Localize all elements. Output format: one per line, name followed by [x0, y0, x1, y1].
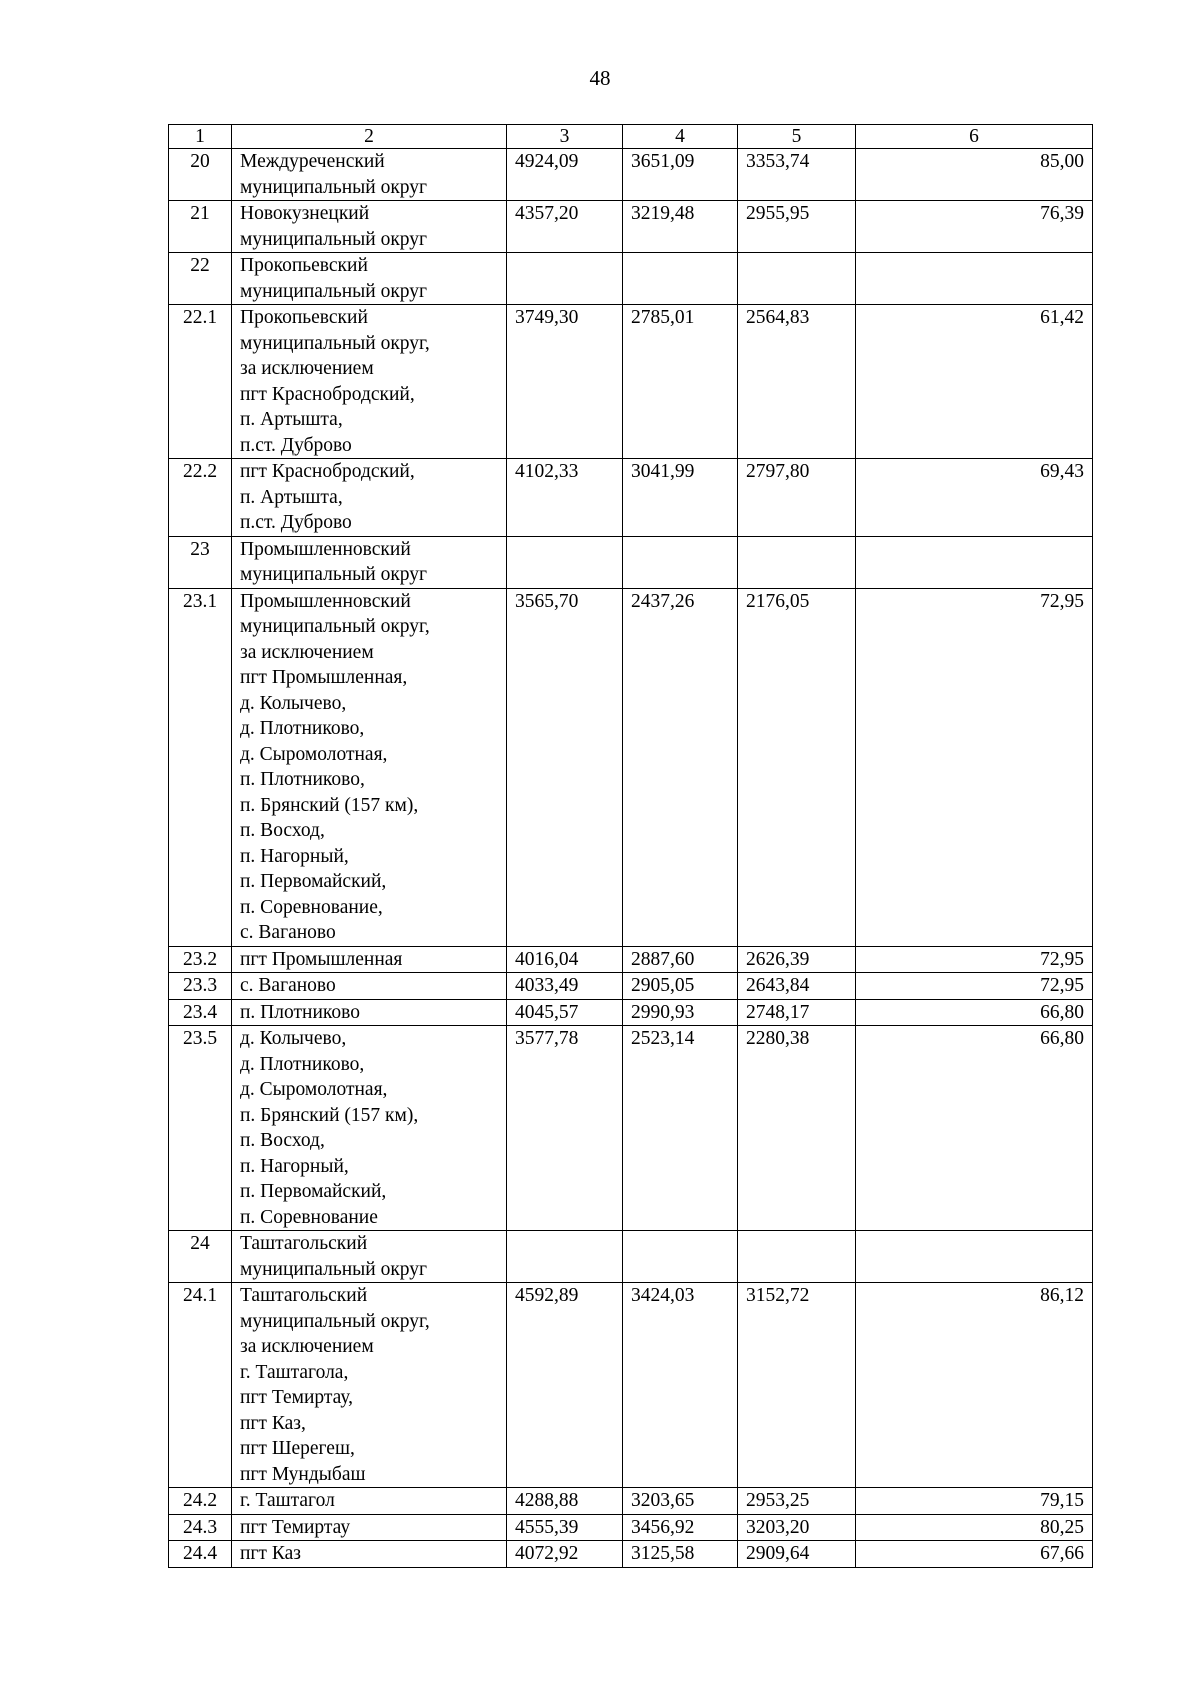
value-col-3: 4555,39 — [507, 1514, 623, 1541]
row-number: 24.4 — [169, 1541, 232, 1568]
value-col-6: 86,12 — [856, 1283, 1093, 1488]
territory-name: Таштагольский муниципальный округ, за исключением г. Таштагола, пгт Темиртау, пгт Каз, пгт Шерегеш, пгт Мундыбаш — [232, 1283, 507, 1488]
value-col-6: 67,66 — [856, 1541, 1093, 1568]
table-row — [169, 253, 1093, 305]
table-row — [169, 201, 1093, 253]
value-col-4: 2990,93 — [623, 999, 738, 1026]
column-header-6: 6 — [856, 125, 1093, 149]
row-number: 24 — [169, 1231, 232, 1283]
value-col-5 — [738, 536, 856, 588]
table-row — [169, 1231, 1093, 1283]
territory-name: Прокопьевский муниципальный округ, за исключением пгт Краснобродский, п. Артышта, п.ст. Дуброво — [232, 305, 507, 459]
column-header-5: 5 — [738, 125, 856, 149]
value-col-4 — [623, 1231, 738, 1283]
row-number: 20 — [169, 149, 232, 201]
value-col-4: 3203,65 — [623, 1488, 738, 1515]
header-row — [169, 125, 1093, 149]
row-number: 23.2 — [169, 946, 232, 973]
territory-name: пгт Промышленная — [232, 946, 507, 973]
value-col-3 — [507, 1231, 623, 1283]
table-row — [169, 1026, 1093, 1231]
table-row — [169, 946, 1093, 973]
column-header-3: 3 — [507, 125, 623, 149]
value-col-4: 2887,60 — [623, 946, 738, 973]
value-col-6: 72,95 — [856, 946, 1093, 973]
value-col-3: 4924,09 — [507, 149, 623, 201]
value-col-5: 2564,83 — [738, 305, 856, 459]
territory-name: пгт Краснобродский, п. Артышта, п.ст. Дуброво — [232, 459, 507, 537]
value-col-6 — [856, 536, 1093, 588]
row-number: 24.1 — [169, 1283, 232, 1488]
value-col-3: 4288,88 — [507, 1488, 623, 1515]
table-row — [169, 1283, 1093, 1488]
value-col-5: 2797,80 — [738, 459, 856, 537]
value-col-5: 2280,38 — [738, 1026, 856, 1231]
value-col-3: 4033,49 — [507, 973, 623, 1000]
value-col-4 — [623, 253, 738, 305]
table-row — [169, 1541, 1093, 1568]
value-col-6: 79,15 — [856, 1488, 1093, 1515]
value-col-4: 2785,01 — [623, 305, 738, 459]
value-col-5 — [738, 253, 856, 305]
value-col-4: 3651,09 — [623, 149, 738, 201]
value-col-3: 3577,78 — [507, 1026, 623, 1231]
value-col-6: 61,42 — [856, 305, 1093, 459]
value-col-3: 4016,04 — [507, 946, 623, 973]
value-col-5: 3203,20 — [738, 1514, 856, 1541]
territory-name: д. Колычево, д. Плотниково, д. Сыромолотная, п. Брянский (157 км), п. Восход, п. Нагорный, п. Первомайский, п. Соревнование — [232, 1026, 507, 1231]
value-col-3: 4072,92 — [507, 1541, 623, 1568]
territory-name: п. Плотниково — [232, 999, 507, 1026]
table-row — [169, 999, 1093, 1026]
table-row — [169, 973, 1093, 1000]
row-number: 23.1 — [169, 588, 232, 946]
territory-name: Промышленновский муниципальный округ — [232, 536, 507, 588]
value-col-4: 3456,92 — [623, 1514, 738, 1541]
value-col-3: 4592,89 — [507, 1283, 623, 1488]
value-col-5: 3353,74 — [738, 149, 856, 201]
value-col-4: 3125,58 — [623, 1541, 738, 1568]
territory-name: Междуреченский муниципальный округ — [232, 149, 507, 201]
table-row — [169, 149, 1093, 201]
row-number: 23.4 — [169, 999, 232, 1026]
territory-name: г. Таштагол — [232, 1488, 507, 1515]
value-col-5: 2626,39 — [738, 946, 856, 973]
territory-name: пгт Каз — [232, 1541, 507, 1568]
value-col-5: 2748,17 — [738, 999, 856, 1026]
row-number: 22 — [169, 253, 232, 305]
row-number: 24.2 — [169, 1488, 232, 1515]
value-col-6: 69,43 — [856, 459, 1093, 537]
value-col-5: 2909,64 — [738, 1541, 856, 1568]
column-header-4: 4 — [623, 125, 738, 149]
table-row — [169, 1488, 1093, 1515]
value-col-5: 2955,95 — [738, 201, 856, 253]
territory-name: Таштагольский муниципальный округ — [232, 1231, 507, 1283]
value-col-3: 3749,30 — [507, 305, 623, 459]
value-col-6: 66,80 — [856, 1026, 1093, 1231]
page-number: 48 — [589, 66, 611, 90]
value-col-6: 80,25 — [856, 1514, 1093, 1541]
table-row — [169, 1514, 1093, 1541]
value-col-5 — [738, 1231, 856, 1283]
value-col-6: 66,80 — [856, 999, 1093, 1026]
row-number: 23.5 — [169, 1026, 232, 1231]
value-col-3: 4357,20 — [507, 201, 623, 253]
row-number: 23.3 — [169, 973, 232, 1000]
value-col-5: 2953,25 — [738, 1488, 856, 1515]
row-number: 21 — [169, 201, 232, 253]
value-col-3 — [507, 253, 623, 305]
row-number: 22.2 — [169, 459, 232, 537]
table-header — [169, 125, 1093, 149]
column-header-2: 2 — [232, 125, 507, 149]
territory-name: Промышленновский муниципальный округ, за исключением пгт Промышленная, д. Колычево, д. Плотниково, д. Сыромолотная, п. Плотниково, п. Брянский (157 км), п. Восход, п. Нагорный, п. Первомайский, п. Соревнование, с. Ваганово — [232, 588, 507, 946]
territory-name: Новокузнецкий муниципальный округ — [232, 201, 507, 253]
table-row — [169, 305, 1093, 459]
column-header-1: 1 — [169, 125, 232, 149]
row-number: 23 — [169, 536, 232, 588]
territory-name: пгт Темиртау — [232, 1514, 507, 1541]
value-col-6 — [856, 1231, 1093, 1283]
value-col-4 — [623, 536, 738, 588]
territory-name: Прокопьевский муниципальный округ — [232, 253, 507, 305]
value-col-4: 3041,99 — [623, 459, 738, 537]
value-col-3: 4045,57 — [507, 999, 623, 1026]
row-number: 22.1 — [169, 305, 232, 459]
value-col-6: 72,95 — [856, 588, 1093, 946]
table-row — [169, 588, 1093, 946]
tariff-table — [168, 124, 1093, 1568]
value-col-5: 2643,84 — [738, 973, 856, 1000]
value-col-4: 3219,48 — [623, 201, 738, 253]
value-col-5: 3152,72 — [738, 1283, 856, 1488]
table-row — [169, 536, 1093, 588]
territory-name: с. Ваганово — [232, 973, 507, 1000]
value-col-6: 85,00 — [856, 149, 1093, 201]
value-col-4: 2523,14 — [623, 1026, 738, 1231]
value-col-6: 72,95 — [856, 973, 1093, 1000]
value-col-4: 2437,26 — [623, 588, 738, 946]
table-body — [169, 149, 1093, 1568]
value-col-6: 76,39 — [856, 201, 1093, 253]
value-col-5: 2176,05 — [738, 588, 856, 946]
value-col-3: 3565,70 — [507, 588, 623, 946]
value-col-3: 4102,33 — [507, 459, 623, 537]
value-col-4: 2905,05 — [623, 973, 738, 1000]
table-row — [169, 459, 1093, 537]
value-col-4: 3424,03 — [623, 1283, 738, 1488]
row-number: 24.3 — [169, 1514, 232, 1541]
value-col-3 — [507, 536, 623, 588]
value-col-6 — [856, 253, 1093, 305]
